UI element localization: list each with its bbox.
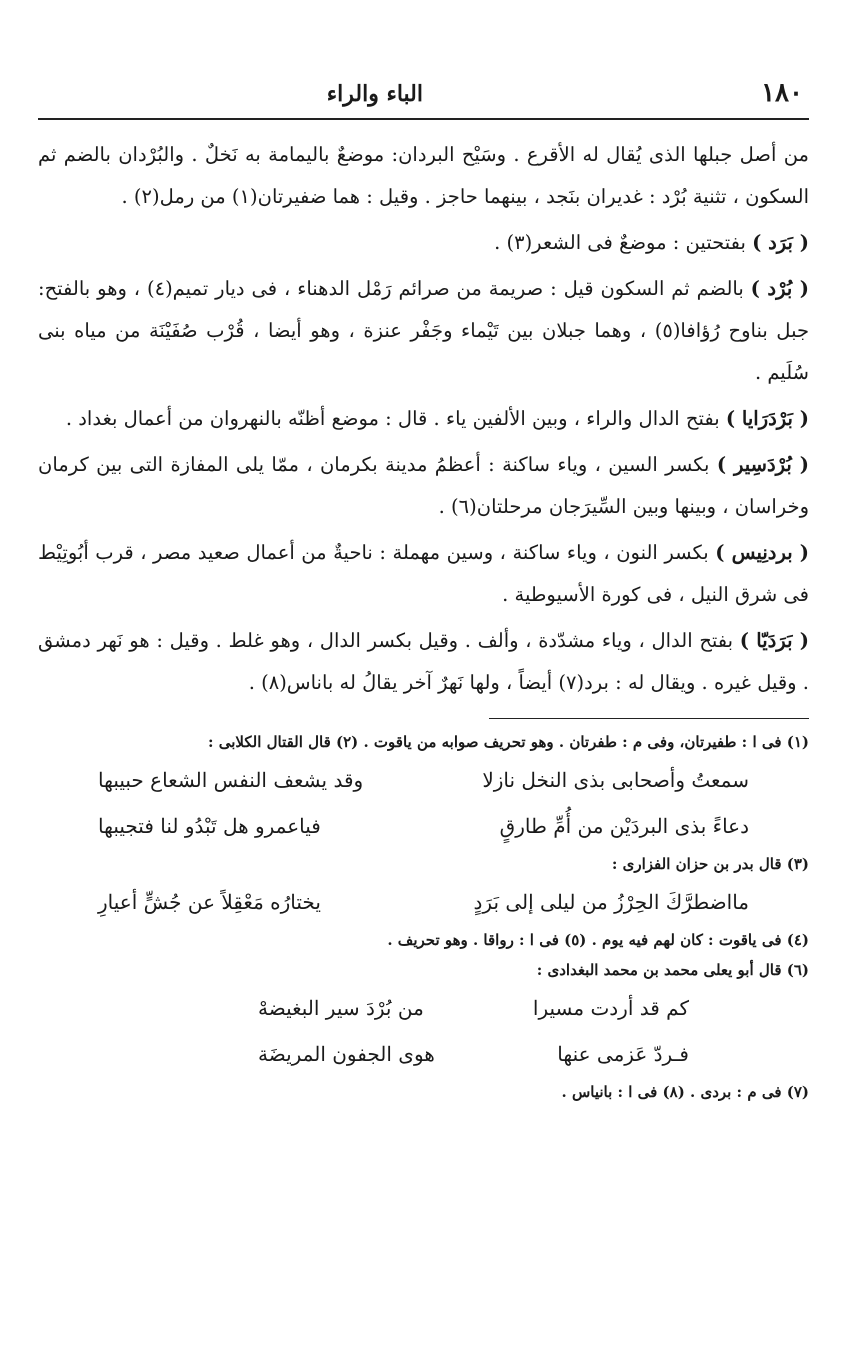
footnote-1-2: (١) فى ا : طفيرتان، وفى م : طفرتان . وهو تحريف صوابه من ياقوت . (٢) قال القتال الكلابى : (207, 733, 809, 751)
verse-second-hemistich: فياعمرو هل تَبْدُو لنا فتجيبها (98, 814, 321, 838)
footnote-6: (٦) قال أبو يعلى محمد بن محمد البغدادى : (536, 961, 809, 979)
footnote-4-5: (٤) فى ياقوت : كان لهم فيه يوم . (٥) فى ا : رواقا . وهو تحريف . (387, 931, 809, 949)
entry-bardanis (38, 532, 809, 616)
entry-term: ( بَرَد ) (752, 231, 809, 254)
entry-text: بالضم ثم السكون قيل : صريمة من صرائم رَمْل الدهناء ، فى ديار تميم(٤) ، وهو بالفتح: جبل بناوح رُؤافا(٥) ، وهما جبلان بين تَيْماء وجَفْر عنزة ، وهو أيضا ، قُرْب صُفَيْنَة من مياه بنى سُلَيم . (38, 277, 810, 384)
verse-first-hemistich: فـردّ عَزمى عنها (557, 1042, 689, 1066)
entry-text: بكسر النون ، وياء ساكنة ، وسين مهملة : ناحيةٌ من أعمال صعيد مصر ، قرب أبُوتِيْط فى شرق النيل ، فى كورة الأسيوطية . (38, 541, 809, 606)
verse-second-hemistich: وقد يشعف النفس الشعاع حبيبها (98, 768, 364, 792)
entry-term: ( بُرْدَسِير ) (716, 453, 810, 476)
verse-second-hemistich: هوى الجفون المريضَة (258, 1042, 435, 1066)
footnotes (38, 727, 809, 1107)
verse-first-hemistich: دعاءً بذى البردَيْن من أُمِّ طارقٍ (499, 814, 749, 838)
verse-line (38, 985, 809, 1031)
verse-line (38, 803, 809, 849)
entry-text: بفتح الدال والراء ، وبين الألفين ياء . قال : موضع أظنّه بالنهروان من أعمال بغداد . (65, 407, 720, 430)
entry-text: بفتح الدال ، وياء مشدّدة ، وألف . وقيل بكسر الدال ، وهو غلط . وقيل : هو نَهر دمشق . وقيل غيره . ويقال له : برد(٧) أيضاً ، ولها نَهرٌ آخر يقالُ له باناس(٨) . (38, 629, 809, 694)
verse-line (38, 879, 809, 925)
footnote-7-8: (٧) فى م : بردى . (٨) فى ا : بانياس . (561, 1083, 809, 1101)
running-title: الباء والراء (326, 81, 423, 107)
verse-second-hemistich: من بُرْدَ سير البغيضهْ (258, 996, 424, 1020)
entry-term: ( بردنِيس ) (715, 541, 809, 564)
verse-second-hemistich: يختارُه مَعْقِلاً عن جُشٍّ أعيارِ (98, 890, 321, 914)
verse-line (38, 757, 809, 803)
verse-line (38, 1031, 809, 1077)
footnote-3: (٣) قال بدر بن حزان الفزارى : (611, 855, 809, 873)
entry-bardaraya (38, 398, 809, 440)
entry-term: ( بَرَدَيّا ) (739, 629, 809, 652)
entry-baradayya (38, 620, 809, 704)
entry-text: بكسر السين ، وياء ساكنة : أعظمُ مدينة بكرمان ، ممّا يلى المفازة التى بين كرمان وخراسان ، وبينها وبين السِّيرَجان مرحلتان(٦) . (38, 453, 809, 518)
entry-burd (38, 268, 809, 394)
verse-first-hemistich: كم قد أردت مسيرا (532, 996, 689, 1020)
verse-first-hemistich: سمعتُ وأصحابى بذى النخل نازلا (482, 768, 749, 792)
entry-text: بفتحتين : موضعٌ فى الشعر(٣) . (494, 231, 746, 254)
entry-continuation (38, 134, 809, 218)
entry-term: ( بُرْد ) (750, 277, 809, 300)
entry-barad (38, 222, 809, 264)
verse-first-hemistich: مااضطرَّكَ الحِرْزُ من ليلى إلى بَرَدٍ (473, 890, 749, 914)
entry-burdasir (38, 444, 809, 528)
page-number: ١٨٠ (761, 78, 803, 108)
footnote-rule (489, 718, 809, 719)
running-head (38, 78, 809, 112)
header-rule (38, 118, 809, 120)
entry-term: ( بَرْدَرَايا ) (725, 407, 809, 430)
entry-text: من أصل جبلها الذى يُقال له الأقرع . وسَيْح البردان: موضعٌ باليمامة به نَخلٌ . والبُرْدان بالضم ثم السكون ، تثنية بُرْد : غديران بنَجد ، بينهما حاجز . وقيل : هما ضفيرتان(١) من رمل(٢) . (38, 143, 809, 208)
